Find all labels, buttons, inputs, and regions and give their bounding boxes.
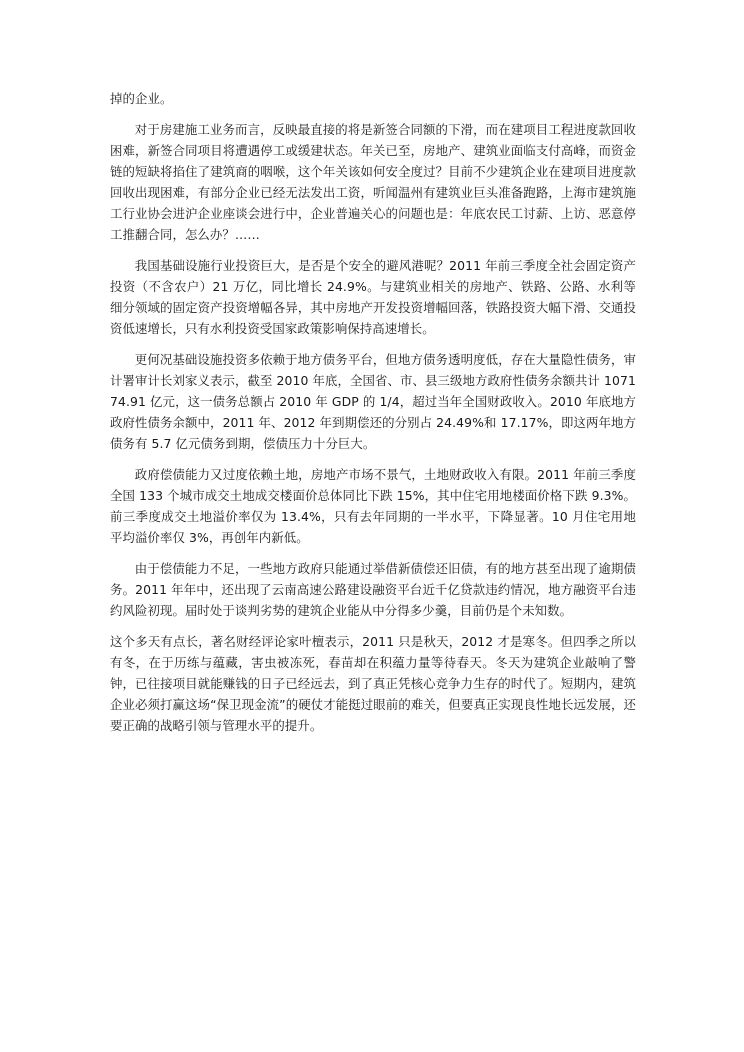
paragraph-4: 更何况基础设施投资多依赖于地方债务平台，但地方债务透明度低，存在大量隐性债务，审计署审计长刘家义表示，截至 2010 年底，全国省、市、县三级地方政府性债务余额共计 107174.91 亿元，这一债务总额占 2010 年 GDP 的 1/4，超过当年全国财政收入。2010 年底地方政府性债务余额中，2011 年、2012 年到期偿还的分别占 24.49%和 17.17%，即这两年地方债务有 5.7 亿元债务到期，偿债压力十分巨大。 (110, 352, 636, 451)
paragraph-3: 我国基础设施行业投资巨大，是否是个安全的避风港呢？2011 年前三季度全社会固定资产投资（不含农户）21 万亿，同比增长 24.9%。与建筑业相关的房地产、铁路、公路、水利等细分领域的固定资产投资增幅各异，其中房地产开发投资增幅回落，铁路投资大幅下滑、交通投资低速增长，只有水利投资受国家政策影响保持高速增长。 (110, 258, 636, 336)
paragraph-2: 对于房建施工业务而言，反映最直接的将是新签合同额的下滑，而在建项目工程进度款回收困难，新签合同项目将遭遇停工或缓建状态。年关已至，房地产、建筑业面临支付高峰，而资金链的短缺将掐住了建筑商的咽喉，这个年关该如何安全度过？目前不少建筑企业在建项目进度款回收出现困难，有部分企业已经无法发出工资，听闻温州有建筑业巨头准备跑路，上海市建筑施工行业协会进沪企业座谈会进行中，企业普遍关心的问题也是：年底农民工讨薪、上访、恶意停工推翻合同，怎么办？…… (110, 122, 636, 242)
paragraph-1: 掉的企业。 (110, 91, 173, 106)
paragraph-7: 这个多天有点长，著名财经评论家叶檀表示，2011 只是秋天，2012 才是寒冬。但四季之所以有冬，在于历练与蕴藏，害虫被冻死，春苗却在积蕴力量等待春天。冬天为建筑企业敲响了警钟，已往接项目就能赚钱的日子已经远去，到了真正凭核心竞争力生存的时代了。短期内，建筑企业必须打赢这场“保卫现金流”的硬仗才能挺过眼前的难关，但要真正实现良性地长远发展，还要正确的战略引领与管理水平的提升。 (110, 634, 636, 733)
paragraph-6: 由于偿债能力不足，一些地方政府只能通过举借新债偿还旧债，有的地方甚至出现了逾期债务。2011 年年中，还出现了云南高速公路建设融资平台近千亿贷款违约情况，地方融资平台违约风险初现。届时处于谈判劣势的建筑企业能从中分得多少羹，目前仍是个未知数。 (110, 561, 636, 618)
paragraph-5: 政府偿债能力又过度依赖土地，房地产市场不景气，土地财政收入有限。2011 年前三季度全国 133 个城市成交土地成交楼面价总体同比下跌 15%，其中住宅用地楼面价格下跌 9.3%。前三季度成交土地溢价率仅为 13.4%，只有去年同期的一半水平，下降显著。10 月住宅用地平均溢价率仅 3%，再创年内新低。 (110, 467, 636, 545)
document-body (110, 88, 636, 746)
